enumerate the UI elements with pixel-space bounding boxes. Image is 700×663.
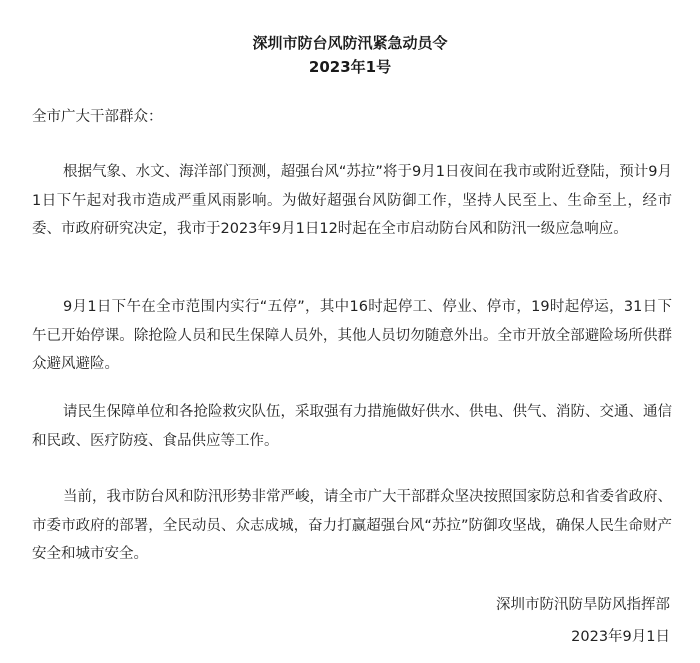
document-number: 2023年1号 <box>308 58 392 76</box>
signature-date: 2023年9月1日 <box>571 629 670 645</box>
salutation: 全市广大干部群众： <box>32 109 163 125</box>
paragraph-five-stops: 9月1日下午在全市范围内实行“五停”，其中16时起停工、停业、停市，19时起停运，31日下午已开始停课。除抢险人员和民生保障人员外，其他人员切勿随意外出。全市开放全部避险场所供群众避风避险。 <box>32 299 672 372</box>
document-title: 深圳市防台风防汛紧急动员令 <box>252 34 448 52</box>
paragraph-forecast: 根据气象、水文、海洋部门预测，超强台风“苏拉”将于9月1日夜间在我市或附近登陆，预计9月1日下午起对我市造成严重风雨影响。为做好超强台风防御工作，坚持人民至上、生命至上，经市委、市政府研究决定，我市于2023年9月1日12时起在全市启动防台风和防汛一级应急响应。 <box>32 164 672 237</box>
paragraph-call-to-action: 当前，我市防台风和防汛形势非常严峻，请全市广大干部群众坚决按照国家防总和省委省政府、市委市政府的部署，全民动员、众志成城，奋力打赢超强台风“苏拉”防御攻坚战，确保人民生命财产安全和城市安全。 <box>32 489 672 562</box>
paragraph-support-units: 请民生保障单位和各抢险救灾队伍，采取强有力措施做好供水、供电、供气、消防、交通、通信和民政、医疗防疫、食品供应等工作。 <box>32 404 672 449</box>
signature-organization: 深圳市防汛防旱防风指挥部 <box>496 597 670 613</box>
